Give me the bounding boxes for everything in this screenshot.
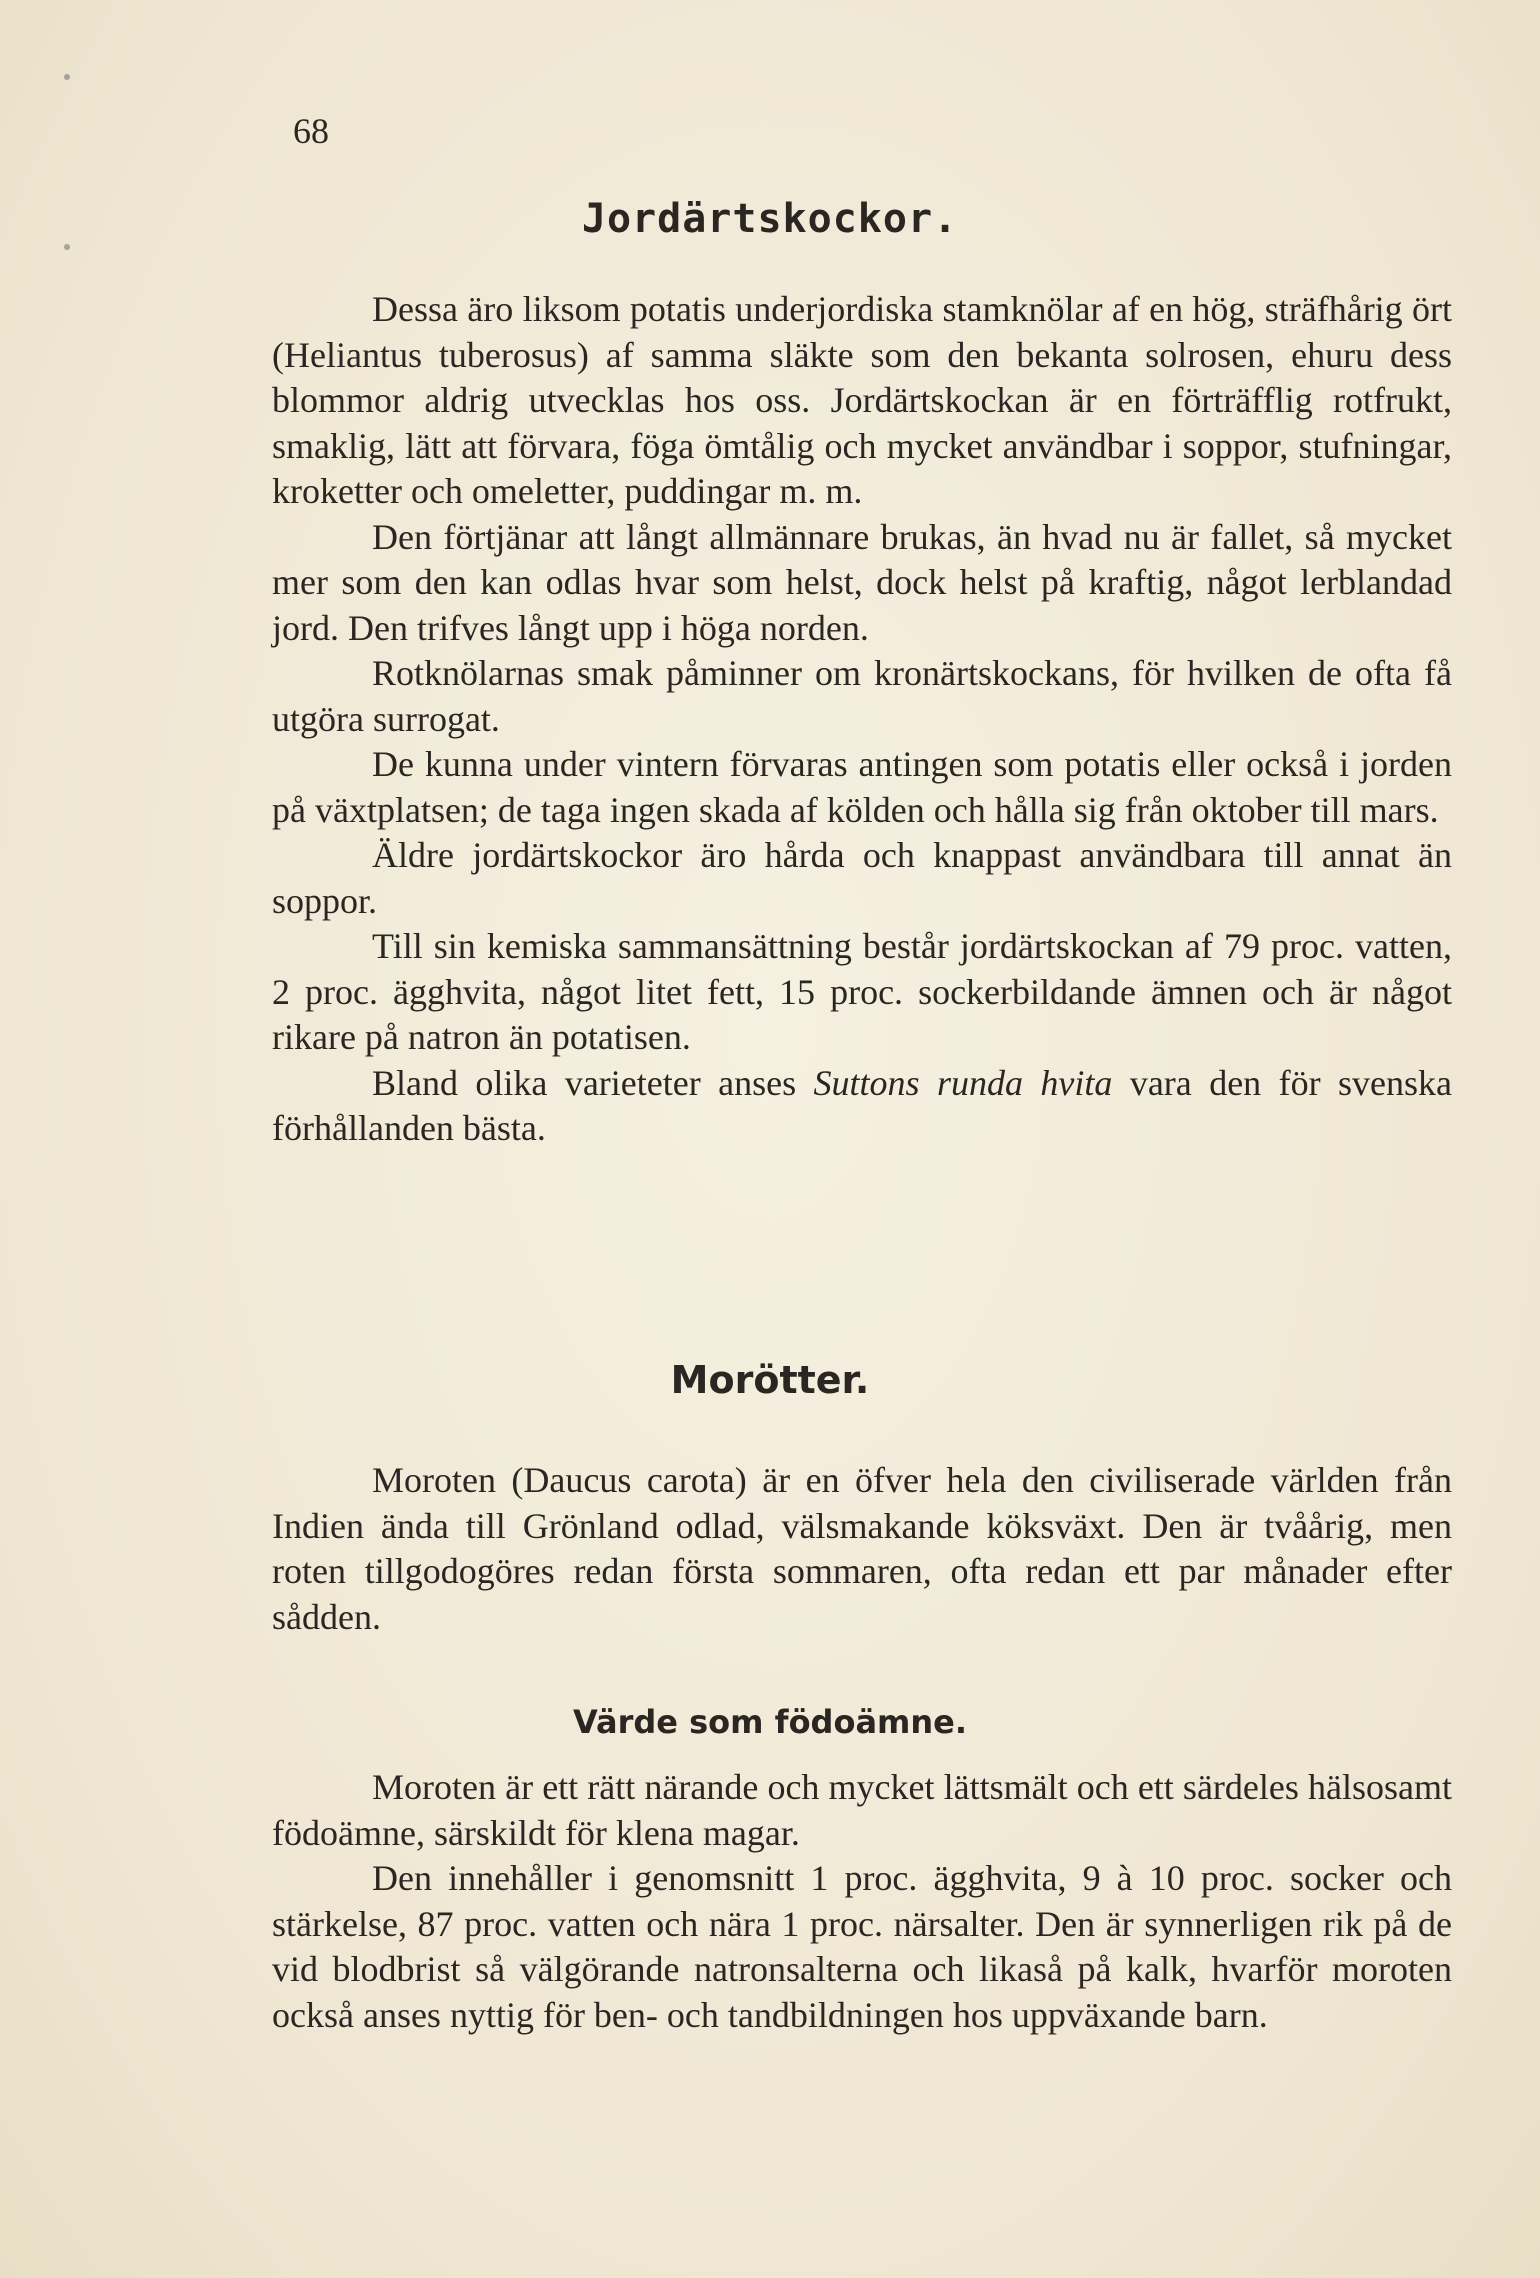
paragraph-text: vara den för svenska förhållanden bästa. bbox=[272, 1062, 1452, 1148]
page-number: 68 bbox=[293, 111, 329, 151]
section-heading-jordartskockor: Jordärtskockor. bbox=[581, 196, 959, 242]
paragraph: Rotknölarnas smak påminner om kronärtskockans, för hvilken de ofta få utgöra surrogat. bbox=[272, 653, 1452, 739]
paragraph: Den förtjänar att långt allmännare brukas, än hvad nu är fallet, så mycket mer som den kan odlas hvar som helst, dock helst på kraftig, något lerblandad jord. Den trifves långt upp i höga norden. bbox=[272, 516, 1452, 648]
section-heading-morotter: Morötter. bbox=[670, 1358, 870, 1402]
paper-speck bbox=[64, 244, 70, 250]
variety-name: Suttons runda hvita bbox=[813, 1062, 1113, 1103]
paragraph: Moroten är ett rätt närande och mycket lättsmält och ett särdeles hälsosamt födoämne, särskildt för klena magar. bbox=[272, 1767, 1452, 1853]
paragraph: Äldre jordärtskockor äro hårda och knappast användbara till annat än soppor. bbox=[272, 835, 1452, 921]
paragraph: De kunna under vintern förvaras antingen som potatis eller också i jorden på växtplatsen; de taga ingen skada af kölden och hålla sig från oktober till mars. bbox=[272, 744, 1452, 830]
paragraph-text: Bland olika varieteter anses bbox=[372, 1062, 814, 1103]
paragraph: Moroten (Daucus carota) är en öfver hela den civiliserade världen från Indien ända till Grönland odlad, välsmakande köksväxt. Den är tvåårig, men roten tillgodogöres redan första sommaren, ofta redan ett par månader efter sådden. bbox=[272, 1460, 1452, 1637]
section-body-jordartskockor bbox=[272, 287, 1452, 1152]
section-body-morotter bbox=[272, 1458, 1452, 1640]
paragraph: Den innehåller i genomsnitt 1 proc. ägghvita, 9 à 10 proc. socker och stärkelse, 87 proc. vatten och nära 1 proc. närsalter. Den är synnerligen rik på de vid blodbrist så välgörande natronsalterna och likaså på kalk, hvarför moroten också anses nyttig för ben- och tandbildningen hos uppväxande barn. bbox=[272, 1858, 1452, 2035]
section-body-varde-som-fodoamne bbox=[272, 1765, 1452, 2038]
paragraph bbox=[272, 1061, 1452, 1152]
paragraph: Till sin kemiska sammansättning består jordärtskockan af 79 proc. vatten, 2 proc. ägghvita, något litet fett, 15 proc. sockerbildande ämnen och är något rikare på natron än potatisen. bbox=[272, 926, 1452, 1057]
paper-speck bbox=[64, 74, 70, 80]
section-heading-varde-som-fodoamne: Värde som födoämne. bbox=[572, 1703, 968, 1741]
paragraph: Dessa äro liksom potatis underjordiska stamknölar af en hög, sträfhårig ört (Heliantus tuberosus) af samma släkte som den bekanta solrosen, ehuru dess blommor aldrig utvecklas hos oss. Jordärtskockan är en förträfflig rotfrukt, smaklig, lätt att förvara, föga ömtålig och mycket användbar i soppor, stufningar, kroketter och omeletter, puddingar m. m. bbox=[272, 289, 1452, 511]
